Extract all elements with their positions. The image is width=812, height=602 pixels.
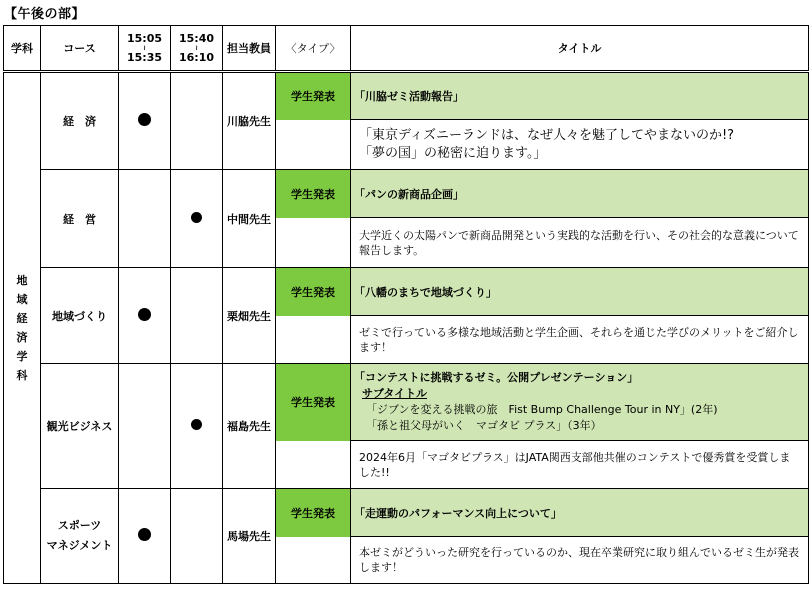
header-slot2 [171,26,223,72]
attendance-dot [138,308,151,321]
attendance-dot [138,528,151,541]
course-cell: 経 営 [41,170,119,268]
title-cell: 「走運動のパフォーマンス向上について」 [351,489,809,537]
type-blank [276,537,351,584]
attendance-dot [191,419,202,430]
title-cell [351,364,809,441]
table-row [4,364,809,441]
table-row [4,170,809,218]
desc-line: 「夢の国」の秘密に迫ります。」 [359,145,547,161]
desc-cell: 2024年6月「マゴタビプラス」はJATA関西支部他共催のコンテストで優秀賞を受賞しました!! [351,441,809,489]
title-cell: 「パンの新商品企画」 [351,170,809,218]
header-course: コース [41,26,119,72]
teacher-cell: 川脇先生 [223,72,276,170]
title-cell: 「川脇ゼミ活動報告」 [351,72,809,120]
subtitle-label: サブタイトル [362,387,428,400]
course-line: スポーツ [57,519,102,532]
department-label: 地域経済学科 [16,274,28,382]
department-cell [4,72,41,584]
slot2-end: 16:10 [178,51,214,64]
slot2-mark [171,72,223,170]
course-cell [41,489,119,584]
slot1-mark [119,72,171,170]
type-badge: 学生発表 [276,268,351,316]
title-cell: 「八幡のまちで地域づくり」 [351,268,809,316]
type-badge: 学生発表 [276,489,351,537]
header-title: タイトル [351,26,809,72]
slot1-mark [119,364,171,489]
desc-cell: 本ゼミがどういった研究を行っているのか、現在卒業研究に取り組んでいるゼミ生が発表します！ [351,537,809,584]
desc-cell: ゼミで行っている多様な地域活動と学生企画、それらを通じた学びのメリットをご紹介します！ [351,316,809,364]
table-row [4,268,809,316]
teacher-cell: 栗畑先生 [223,268,276,364]
teacher-cell: 中間先生 [223,170,276,268]
slot2-start: 15:40 [178,32,214,45]
course-cell: 経 済 [41,72,119,170]
slot1-mark [119,489,171,584]
subtitle-line: 「ジブンを変える挑戦の旅 Fist Bump Challenge Tour in NY」(2年) [366,403,718,416]
teacher-cell: 福島先生 [223,364,276,489]
slot1-end: 15:35 [126,51,162,64]
slot1-sep: ≀ [143,44,146,52]
header-dept: 学科 [4,26,41,72]
slot1-start: 15:05 [126,32,162,45]
type-badge: 学生発表 [276,72,351,120]
title-text: 「コンテストに挑戦するゼミ。公開プレゼンテーション」 [354,371,639,384]
course-line: マネジメント [46,539,113,552]
course-cell: 観光ビジネス [41,364,119,489]
slot1-mark [119,268,171,364]
desc-line: 「東京ディズニーランドは、なぜ人々を魅了してやまないのか!? [359,127,735,143]
teacher-cell: 馬場先生 [223,489,276,584]
slot2-mark [171,364,223,489]
attendance-dot [138,113,151,126]
header-slot1 [119,26,171,72]
slot2-mark [171,170,223,268]
table-row [4,489,809,537]
type-blank [276,218,351,268]
attendance-dot [191,212,202,223]
slot2-mark [171,489,223,584]
header-row [4,26,809,72]
slot2-mark [171,268,223,364]
header-teacher: 担当教員 [223,26,276,72]
type-blank [276,316,351,364]
desc-cell [351,120,809,170]
table-row [4,72,809,120]
schedule-table [3,25,809,584]
course-cell: 地域づくり [41,268,119,364]
slot1-mark [119,170,171,268]
desc-line: 報告します。 [359,243,425,257]
type-blank [276,120,351,170]
type-badge: 学生発表 [276,364,351,441]
slot2-sep: ≀ [195,44,198,52]
desc-line: 大学近くの太陽パンで新商品開発という実践的な活動を行い、その社会的な意義について [359,228,799,242]
header-type: 〈タイプ〉 [276,26,351,72]
desc-cell [351,218,809,268]
type-badge: 学生発表 [276,170,351,218]
type-blank [276,441,351,489]
section-heading: 【午後の部】 [4,7,86,22]
subtitle-line: 「孫と祖父母がいく マゴタビ プラス」（3年） [366,419,602,432]
